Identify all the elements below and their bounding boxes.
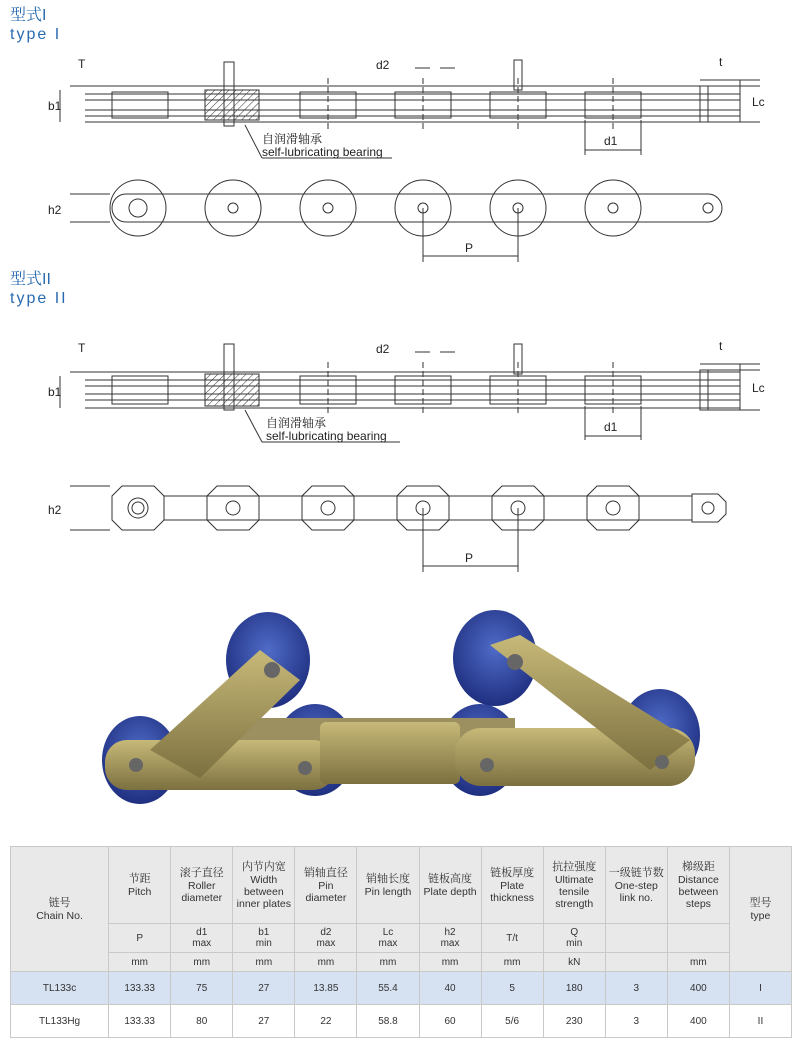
col-header-one-step-link: 一级链节数 One-step link no. — [605, 847, 667, 924]
table-row — [11, 1005, 792, 1038]
table-row — [11, 972, 792, 1005]
value-cell: 60 — [419, 1005, 481, 1038]
label-t-2: t — [719, 339, 723, 353]
chain-photo — [0, 600, 800, 810]
value-cell: 400 — [667, 1005, 729, 1038]
symbol-cell — [667, 924, 729, 953]
value-cell: 3 — [605, 1005, 667, 1038]
symbol-cell: Q min — [543, 924, 605, 953]
type1-title — [10, 6, 61, 44]
unit-cell: kN — [543, 953, 605, 972]
type1-title-en: type I — [10, 26, 62, 43]
chain-no-header — [11, 847, 109, 972]
type1-side-view — [0, 170, 800, 262]
col-header-pin-diameter: 销轴直径 Pin diameter — [295, 847, 357, 924]
type2-title-cn: 型式II — [10, 271, 51, 288]
symbol-cell: P — [109, 924, 171, 953]
col-header-plate-depth: 链板高度 Plate depth — [419, 847, 481, 924]
col-header-roller-diameter: 滚子直径 Roller diameter — [171, 847, 233, 924]
value-cell: 133.33 — [109, 972, 171, 1005]
label-bearing-en: self-lubricating bearing — [262, 145, 383, 159]
unit-cell: mm — [667, 953, 729, 972]
unit-cell: mm — [357, 953, 419, 972]
label-T-2: T — [78, 341, 86, 355]
type2-title — [10, 270, 68, 308]
label-h2-2: h2 — [48, 503, 62, 517]
unit-cell: mm — [419, 953, 481, 972]
label-b1-2: b1 — [48, 385, 62, 399]
type-cell: I — [729, 972, 791, 1005]
value-cell: 40 — [419, 972, 481, 1005]
col-header-tensile-strength: 抗拉强度 Ultimate tensile strength — [543, 847, 605, 924]
col-header-plate-thickness: 链板厚度 Plate thickness — [481, 847, 543, 924]
type2-title-en: type II — [10, 290, 68, 307]
value-cell: 5 — [481, 972, 543, 1005]
label-t: t — [719, 55, 723, 69]
symbol-cell: Lc max — [357, 924, 419, 953]
label-d2: d2 — [376, 58, 390, 72]
chain-no-en: Chain No. — [36, 909, 83, 922]
value-cell: 27 — [233, 1005, 295, 1038]
type-header: 型号 type — [729, 847, 791, 972]
value-cell: 75 — [171, 972, 233, 1005]
col-header-pin-length: 销轴长度 Pin length — [357, 847, 419, 924]
symbol-cell — [605, 924, 667, 953]
type-cell: II — [729, 1005, 791, 1038]
label-T: T — [78, 57, 86, 71]
label-bearing-cn: 自润滑轴承 — [262, 132, 323, 146]
value-cell: 5/6 — [481, 1005, 543, 1038]
value-cell: 58.8 — [357, 1005, 419, 1038]
label-d1: d1 — [604, 134, 618, 148]
value-cell: 230 — [543, 1005, 605, 1038]
unit-cell: mm — [109, 953, 171, 972]
label-bearing-cn-2: 自润滑轴承 — [266, 416, 327, 430]
label-bearing-en-2: self-lubricating bearing — [266, 429, 387, 443]
type1-title-cn: 型式I — [10, 7, 47, 24]
value-cell: 13.85 — [295, 972, 357, 1005]
symbol-cell: b1 min — [233, 924, 295, 953]
specs-table — [10, 846, 792, 1038]
label-Lc: Lc — [752, 95, 765, 109]
value-cell: 180 — [543, 972, 605, 1005]
label-d2-2: d2 — [376, 342, 390, 356]
value-cell: 22 — [295, 1005, 357, 1038]
header-row-symbols — [11, 924, 792, 953]
chain-no-cn: 链号 — [48, 896, 71, 909]
label-b1: b1 — [48, 99, 62, 113]
symbol-cell: d1 max — [171, 924, 233, 953]
value-cell: 400 — [667, 972, 729, 1005]
header-row-units — [11, 953, 792, 972]
unit-cell: mm — [481, 953, 543, 972]
unit-cell: mm — [171, 953, 233, 972]
value-cell: 80 — [171, 1005, 233, 1038]
label-d1-2: d1 — [604, 420, 618, 434]
symbol-cell: T/t — [481, 924, 543, 953]
unit-cell: mm — [233, 953, 295, 972]
label-P: P — [465, 241, 474, 255]
chain-cell: TL133Hg — [11, 1005, 109, 1038]
value-cell: 133.33 — [109, 1005, 171, 1038]
unit-cell — [605, 953, 667, 972]
label-Lc-2: Lc — [752, 381, 765, 395]
value-cell: 27 — [233, 972, 295, 1005]
col-header-pitch: 节距 Pitch — [109, 847, 171, 924]
type2-top-view — [0, 330, 800, 450]
type2-side-view — [0, 472, 800, 572]
symbol-cell: h2 max — [419, 924, 481, 953]
label-P-2: P — [465, 551, 474, 565]
col-header-inner-width: 内节内宽 Width between inner plates — [233, 847, 295, 924]
chain-cell: TL133c — [11, 972, 109, 1005]
label-h2: h2 — [48, 203, 62, 217]
symbol-cell: d2 max — [295, 924, 357, 953]
header-row-names — [11, 847, 792, 924]
col-header-step-distance: 梯级距 Distance between steps — [667, 847, 729, 924]
value-cell: 3 — [605, 972, 667, 1005]
type1-top-view — [0, 50, 800, 165]
unit-cell: mm — [295, 953, 357, 972]
value-cell: 55.4 — [357, 972, 419, 1005]
